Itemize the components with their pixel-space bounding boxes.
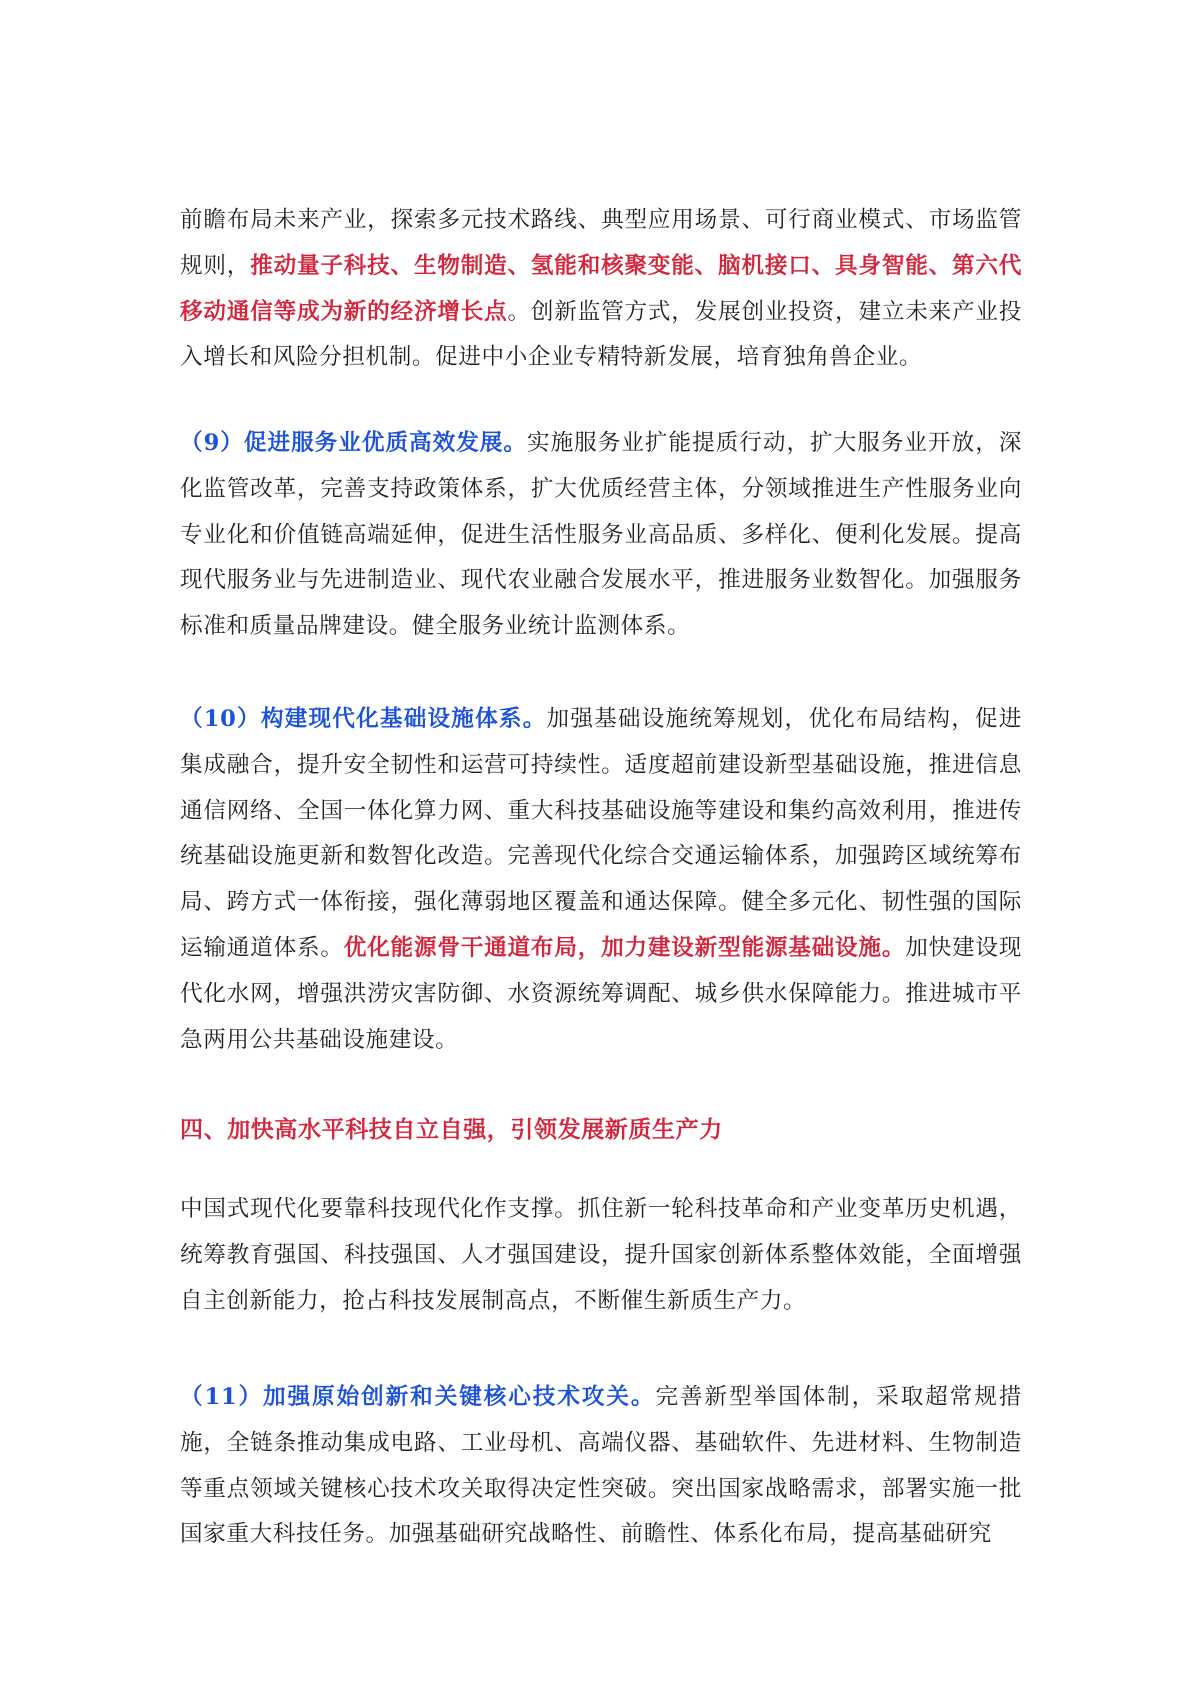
item-title: （9）促进服务业优质高效发展。 [180, 430, 527, 456]
paragraph-tech-modernization [180, 1187, 1022, 1324]
paragraph-original-innovation [180, 1375, 1022, 1558]
paragraph-text: 加强基础设施统筹规划，优化布局结构，促进集成融合，提升安全韧性和运营可持续性。适度超前建设新型基础设施，推进信息通信网络、全国一体化算力网、重大科技基础设施等建设和集约高效利用，推进传统基础设施更新和数智化改造。完善现代化综合交通运输体系，加强跨区域统筹布局、跨方式一体衔接，强化薄弱地区覆盖和通达保障。健全多元化、韧性强的国际运输通道体系。 [180, 706, 1022, 961]
paragraph-text: 实施服务业扩能提质行动，扩大服务业开放，深化监管改革，完善支持政策体系，扩大优质经营主体，分领域推进生产性服务业向专业化和价值链高端延伸，促进生活性服务业高品质、多样化、便利化发展。提高现代服务业与先进制造业、现代农业融合发展水平，推进服务业数智化。加强服务标准和质量品牌建设。健全服务业统计监测体系。 [180, 430, 1022, 640]
paragraph-infrastructure [180, 697, 1022, 1063]
paragraph-text: 中国式现代化要靠科技现代化作支撑。抓住新一轮科技革命和产业变革历史机遇，统筹教育强国、科技强国、人才强国建设，提升国家创新体系整体效能，全面增强自主创新能力，抢占科技发展制高点，不断催生新质生产力。 [180, 1196, 1022, 1314]
paragraph-text: 加快建设现代化水网，增强洪涝灾害防御、水资源统筹调配、城乡供水保障能力。推进城市平急两用公共基础设施建设。 [180, 934, 1023, 1053]
highlight-text: 优化能源骨干通道布局，加力建设新型能源基础设施。 [343, 934, 906, 961]
item-title: （11）加强原始创新和关键核心技术攻关。 [180, 1384, 656, 1410]
paragraph-future-industries [180, 198, 1022, 381]
section-heading: 四、加快高水平科技自立自强，引领发展新质生产力 [180, 1116, 723, 1143]
paragraph-text: 前瞻布局未来产业，探索多元技术路线、典型应用场景、可行商业模式、市场监管规则， [180, 207, 1022, 279]
item-title: （10）构建现代化基础设施体系。 [180, 706, 547, 732]
paragraph-text: 完善新型举国体制，采取超常规措施，全链条推动集成电路、工业母机、高端仪器、基础软件、先进材料、生物制造等重点领域关键核心技术攻关取得决定性突破。突出国家战略需求，部署实施一批国家重大科技任务。加强基础研究战略性、前瞻性、体系化布局，提高基础研究 [180, 1384, 1022, 1548]
paragraph-text: 。创新监管方式，发展创业投资，建立未来产业投入增长和风险分担机制。促进中小企业专精特新发展，培育独角兽企业。 [180, 298, 1023, 371]
highlight-text: 推动量子科技、生物制造、氢能和核聚变能、脑机接口、具身智能、第六代移动通信等成为新的经济增长点 [180, 252, 1022, 325]
paragraph-service-industry [180, 421, 1022, 650]
